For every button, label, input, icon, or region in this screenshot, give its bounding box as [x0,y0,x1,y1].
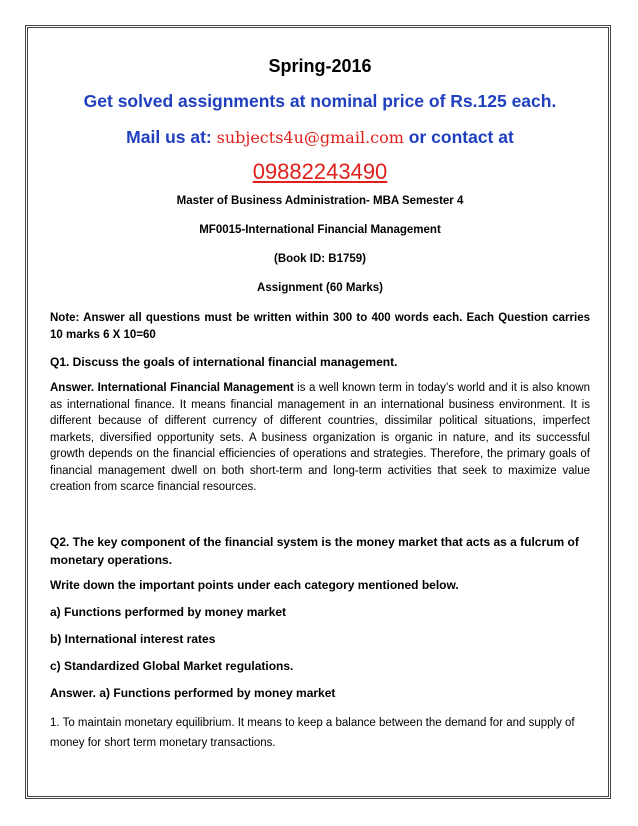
phone-number[interactable]: 09882243490 [252,159,388,184]
list-item: c) Standardized Global Market regulations. [50,658,294,673]
mail-prefix: Mail us at: [126,127,217,147]
book-id: (Book ID: B1759) [273,253,367,265]
question-2: Q2. The key component of the financial system is the money market that acts as a fulcrum of monetary operations. [50,534,579,567]
contact-line [50,124,590,151]
document-title: Spring-2016 [268,56,372,76]
email-link[interactable]: subjects4u@gmail.com [216,128,404,147]
answer-1-label: Answer. International Financial Management [50,382,294,394]
list-item: a) Functions performed by money market [50,604,287,619]
answer-1-text: is a well known term in today’s world and it is also known as international finance. It means financial management in an international business environment. It is different because of different currency of different countries, dissimilar political situations, imperfect markets, diversified opportunity sets. A business organization is organic in nature, and its successful growth depends on the financial efficiencies of operations and strategies. Therefore, the primary goals of financial management dwell on both short-term and long-term activities that seek to maximize value creation from scarce financial resources. [50,382,590,493]
promo-banner: Get solved assignments at nominal price of Rs.125 each. [83,91,557,111]
list-item: b) International interest rates [50,631,216,646]
answer-2-heading: Answer. a) Functions performed by money market [50,685,336,700]
answer-2-text: 1. To maintain monetary equilibrium. It means to keep a balance between the demand for and supply of money for short term monetary transactions. [50,716,575,749]
assignment-marks: Assignment (60 Marks) [257,282,383,294]
mail-suffix: or contact at [403,127,514,147]
document-content [50,52,590,753]
program-name: Master of Business Administration- MBA Semester 4 [176,195,464,207]
note-paragraph: Note: Answer all questions must be written within 300 to 400 words each. Each Question carries 10 marks 6 X 10=60 [50,312,590,341]
question-1: Q1. Discuss the goals of international financial management. [50,355,398,369]
answer-1 [50,380,590,496]
subject-name: MF0015-International Financial Management [199,224,441,236]
question-2-instruction: Write down the important points under each category mentioned below. [50,577,459,592]
